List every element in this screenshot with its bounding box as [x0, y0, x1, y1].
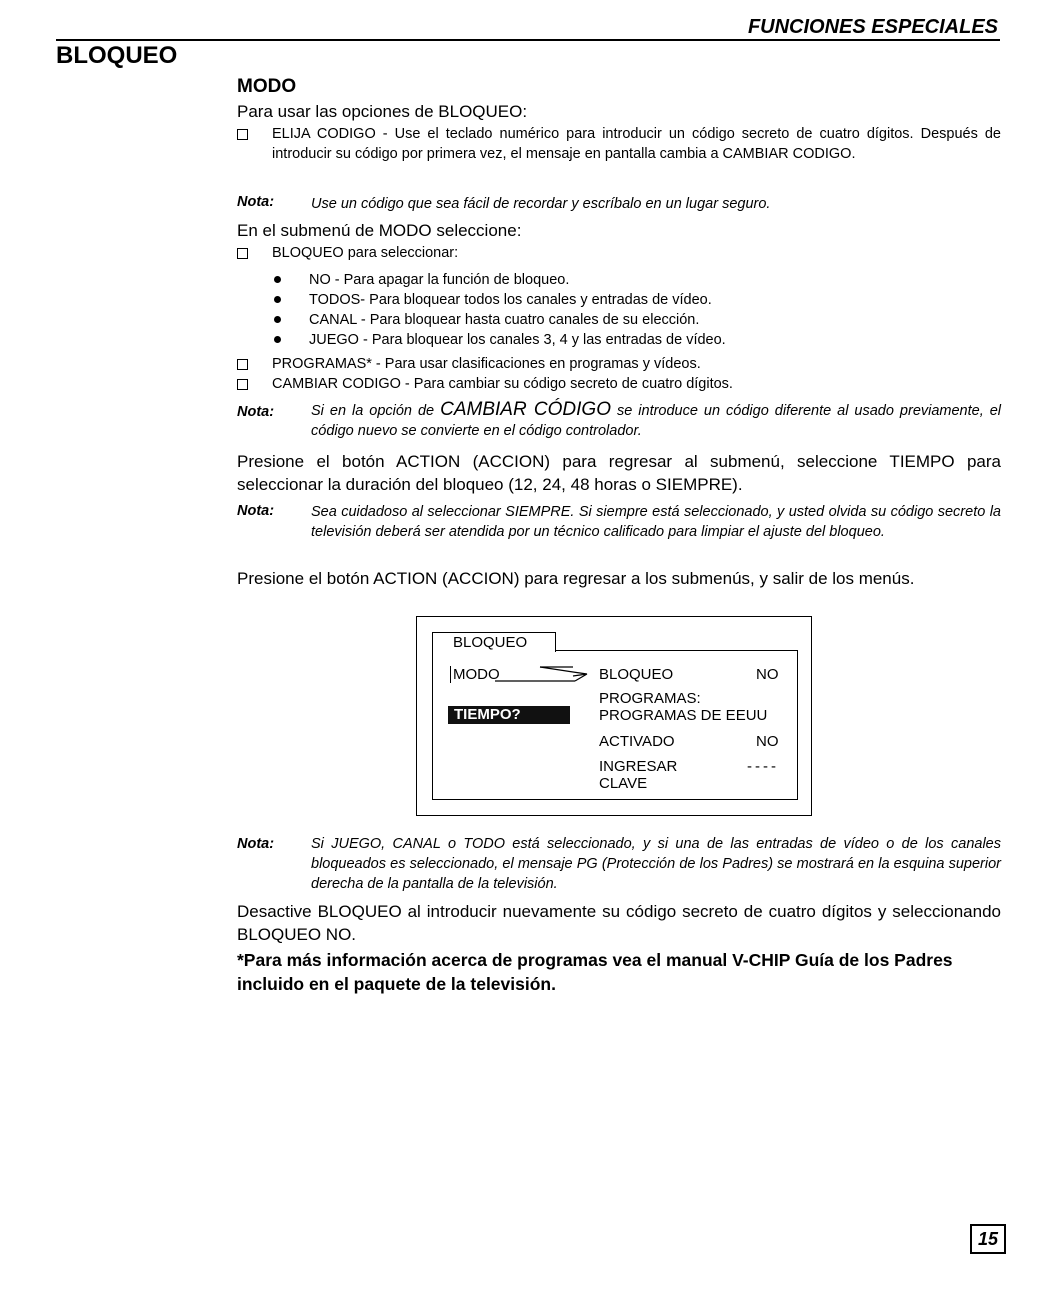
- note-label: Nota:: [237, 836, 275, 852]
- page-number: 15: [970, 1224, 1006, 1254]
- final-bold-paragraph: *Para más información acerca de programas vea el manual V-CHIP Guía de los Padres incluido en el paquete de la televisión.: [237, 950, 953, 994]
- list-item: [274, 290, 974, 310]
- list-item-text: CANAL - Para bloquear hasta cuatro canales de su elección.: [309, 312, 700, 328]
- note-text-emphasis: CAMBIAR CÓDIGO: [440, 399, 611, 420]
- checkbox-icon: [237, 379, 248, 390]
- mode-title: MODO: [237, 76, 297, 97]
- menu-item-modo: MODO: [450, 666, 500, 683]
- menu-row-value: NO: [756, 666, 779, 683]
- arrow-right-icon: [495, 664, 595, 684]
- submenu-intro: En el submenú de MODO seleccione:: [237, 221, 522, 240]
- checkbox-icon: [237, 359, 248, 370]
- action-paragraph-2: Presione el botón ACTION (ACCION) para regresar a los submenús, y salir de los menús.: [237, 569, 915, 588]
- note-label: Nota:: [237, 194, 275, 210]
- desactive-paragraph: Desactive BLOQUEO al introducir nuevamente su código secreto de cuatro dígitos y seleccionando BLOQUEO NO.: [237, 902, 1001, 944]
- checkbox-icon: [237, 248, 248, 259]
- section-title: BLOQUEO: [56, 42, 178, 69]
- action-paragraph-1: Presione el botón ACTION (ACCION) para regresar al submenú, seleccione TIEMPO para seleccionar la duración del bloqueo (12, 24, 48 horas o SIEMPRE).: [237, 452, 1001, 494]
- note-label: Nota:: [237, 404, 275, 420]
- list-item-text: NO - Para apagar la función de bloqueo.: [309, 272, 570, 288]
- list-item-text: JUEGO - Para bloquear los canales 3, 4 y las entradas de vídeo.: [309, 332, 726, 348]
- programas-item-text: PROGRAMAS* - Para usar clasificaciones en programas y vídeos.: [272, 356, 701, 372]
- list-item: [274, 330, 974, 350]
- menu-row-label: PROGRAMAS DE EEUU: [599, 707, 768, 724]
- note-text: [311, 400, 1001, 441]
- note-text-part: Si en la opción de: [311, 403, 435, 419]
- menu-row-value: NO: [756, 733, 779, 750]
- bullet-icon: [274, 276, 281, 283]
- menu-row-label: CLAVE: [599, 775, 648, 792]
- header-rule: [56, 39, 1000, 41]
- menu-row-label: ACTIVADO: [599, 733, 675, 750]
- bullet-icon: [274, 316, 281, 323]
- bullet-icon: [274, 336, 281, 343]
- header-title: FUNCIONES ESPECIALES: [747, 16, 998, 38]
- menu-row-label: PROGRAMAS:: [599, 690, 701, 707]
- cambiar-item: [237, 374, 1001, 394]
- bloqueo-item: [237, 243, 1001, 263]
- programas-item: [237, 354, 1001, 374]
- elija-codigo-item: [237, 124, 1001, 164]
- list-item: [274, 270, 974, 290]
- note-text-part: se introduce un código diferente al usado previamente, el código nuevo se convierte en el código controlador.: [311, 403, 1002, 439]
- menu-tab-bloqueo: BLOQUEO: [432, 632, 556, 652]
- note-text: Sea cuidadoso al seleccionar SIEMPRE. Si siempre está seleccionado, y usted olvida su código secreto la televisión deberá ser atendida por un técnico calificado para limpiar el ajuste del bloqueo.: [311, 504, 1001, 540]
- mode-intro: Para usar las opciones de BLOQUEO:: [237, 102, 528, 121]
- menu-item-tiempo: TIEMPO?: [448, 706, 570, 724]
- list-item: [274, 310, 974, 330]
- bullet-icon: [274, 296, 281, 303]
- checkbox-icon: [237, 129, 248, 140]
- list-item-text: TODOS- Para bloquear todos los canales y entradas de vídeo.: [309, 292, 712, 308]
- elija-codigo-text: ELIJA CODIGO - Use el teclado numérico para introducir un código secreto de cuatro dígitos. Después de introducir su código por primera vez, el mensaje en pantalla cambia a CAMBIAR CODIGO.: [272, 126, 1001, 162]
- menu-row-label: INGRESAR: [599, 758, 678, 775]
- bullet-list: [274, 270, 974, 350]
- bloqueo-item-text: BLOQUEO para seleccionar:: [272, 245, 459, 261]
- note-label: Nota:: [237, 503, 275, 519]
- note-text: Use un código que sea fácil de recordar y escríbalo en un lugar seguro.: [311, 196, 771, 212]
- menu-row-value: ----: [747, 758, 779, 775]
- menu-row-label: BLOQUEO: [599, 666, 674, 683]
- note-text: Si JUEGO, CANAL o TODO está seleccionado, y si una de las entradas de vídeo o de los canales bloqueados es seleccionado, el mensaje PG (Protección de los Padres) se mostrará en la esquina superior derecha de la pantalla de la televisión.: [311, 836, 1001, 892]
- cambiar-item-text: CAMBIAR CODIGO - Para cambiar su código secreto de cuatro dígitos.: [272, 376, 733, 392]
